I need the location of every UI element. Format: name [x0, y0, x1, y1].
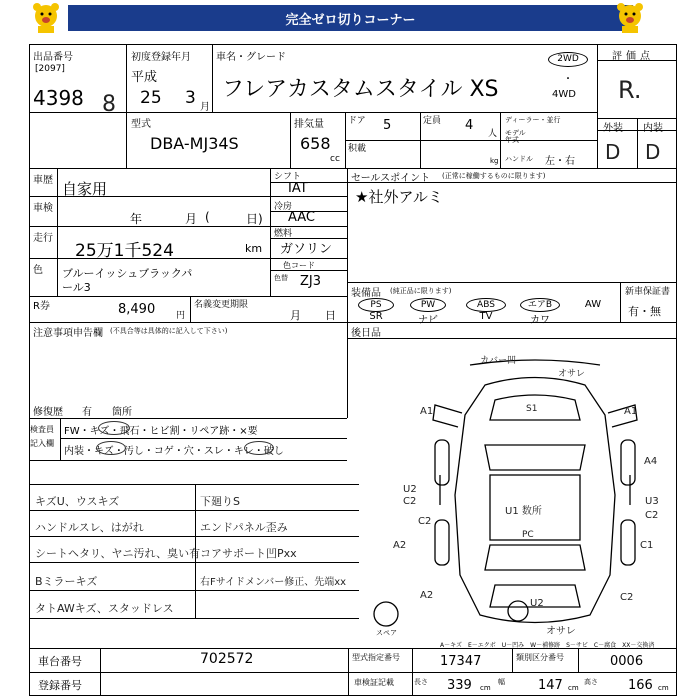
color-change-label: 色替: [274, 274, 288, 282]
equip-ps: PS: [358, 298, 394, 312]
score-value: R.: [618, 76, 642, 104]
model-type-no-label: 型式指定番号: [352, 653, 400, 662]
sales-point-value: ★社外アルミ: [355, 188, 443, 206]
car-name: フレアカスタムスタイル XS: [222, 77, 499, 102]
aircon-value: AAC: [288, 210, 315, 225]
inspection-day: 日): [246, 212, 263, 226]
equip-navi: ナビ: [418, 315, 438, 326]
check-label-2: 記入欄: [30, 439, 54, 448]
note-left-1: キズU、ウスキズ: [35, 495, 120, 508]
capacity-value: 4: [465, 118, 474, 133]
shift-label: シフト: [274, 172, 302, 182]
equip-abs: ABS: [466, 298, 506, 312]
notes-sub: (不具合等は具体的に記入して下さい): [110, 327, 228, 335]
interior-label: 内装: [643, 123, 663, 134]
doors-value: 5: [383, 118, 392, 133]
new-warranty-label: 新車保証書: [625, 287, 671, 297]
mascot-icon-left: [28, 2, 64, 34]
car-type-label: 車歴: [33, 175, 53, 186]
diagram-mark-a1-right: A1: [624, 406, 638, 417]
displacement-label: 排気量: [294, 119, 324, 130]
dims-height-unit: cm: [658, 684, 669, 692]
tax-day: 日: [325, 309, 336, 322]
diagram-mark-u3: U3: [645, 496, 659, 507]
dims-length: 339: [447, 678, 472, 693]
first-reg-era: 平成: [131, 70, 158, 85]
notes-label: 注意事項申告欄: [33, 328, 103, 339]
recycle-label: R券: [33, 301, 50, 312]
note-left-5: タトAWキズ、スタッドレス: [35, 602, 174, 615]
spare-tire-icon: [370, 598, 402, 630]
wd-separator: ・: [563, 74, 573, 85]
note-right-3: コアサポート凹Pxx: [200, 547, 297, 560]
diagram-mark-a2-left: A2: [393, 540, 407, 551]
diagram-mark-c2-bottom: C2: [620, 592, 634, 603]
rear-items-label: 後日品: [351, 328, 381, 339]
diagram-mark-c2-right: C2: [645, 510, 659, 521]
note-left-2: ハンドルスレ、はがれ: [35, 521, 144, 534]
first-reg-month: 3: [185, 88, 196, 108]
check-row2: 内装・キズ・汚し・コゲ・穴・スレ・キレ・破し: [64, 446, 284, 457]
load-unit: kg: [490, 157, 499, 165]
lot-handwritten-mark: 8: [102, 92, 116, 117]
inspection-year: 年: [130, 212, 143, 226]
capacity-label: 定員: [423, 116, 442, 126]
equip-airbag: エアB: [520, 298, 560, 312]
mileage-unit: km: [245, 242, 263, 255]
first-reg-year: 25: [140, 88, 162, 108]
equipment-label: 装備品: [351, 288, 381, 299]
tax-label: 名義変更期限: [194, 300, 249, 310]
dims-length-label: 長さ: [414, 678, 428, 686]
equip-sr: SR: [369, 311, 383, 322]
displacement-unit: cc: [330, 154, 340, 164]
inspection-paren: (: [205, 210, 210, 224]
chassis-value: 702572: [200, 651, 254, 667]
equipment-sub: (純正品に限ります): [390, 287, 452, 295]
model-year-label: モデル年式: [505, 129, 526, 144]
lot-number: 4398: [33, 86, 84, 110]
first-reg-label: 初度登録年月: [131, 52, 191, 63]
note-right-2: エンドパネル歪み: [200, 521, 288, 534]
color-code: ZJ3: [300, 274, 322, 289]
dims-width-label: 幅: [498, 678, 505, 686]
score-label: 評価点: [612, 51, 654, 62]
lot-label: 出品番号: [33, 52, 73, 63]
repair-value: 有: [82, 407, 92, 418]
equip-leather: カワ: [530, 315, 550, 326]
note-right-4: 右Fサイドメンバー修正、先端xx: [200, 577, 347, 588]
diagram-mark-c1: C1: [640, 540, 654, 551]
recycle-unit: 円: [176, 311, 186, 321]
diagram-mark-s1: S1: [526, 404, 538, 414]
capacity-unit: 人: [488, 129, 498, 139]
diagram-mark-u1: U1 数所: [505, 506, 542, 517]
dims-label: 車検証記載: [354, 678, 394, 687]
chassis-label: 車台番号: [38, 655, 82, 668]
class-no-label: 類別区分番号: [516, 653, 564, 662]
registration-label: 登録番号: [38, 679, 82, 692]
model-value: DBA-MJ34S: [150, 134, 239, 153]
tax-month: 月: [290, 309, 301, 322]
car-type-value: 自家用: [62, 180, 108, 198]
mileage-value: 25万1千524: [75, 241, 174, 261]
lot-code: [2097]: [35, 64, 65, 74]
note-left-3: シートヘタリ、ヤニ汚れ、臭い有: [35, 547, 201, 560]
banner-title: 完全ゼロ切りコーナー: [285, 13, 416, 28]
first-reg-month-unit: 月: [200, 102, 210, 113]
inspection-month: 月: [185, 212, 198, 226]
model-label: 型式: [131, 119, 151, 130]
dealer-label: ディーラー・並行: [505, 116, 561, 124]
sales-point-sub: (正常に稼働するものに限ります): [442, 172, 546, 180]
spare-label: スペア: [376, 629, 397, 637]
diagram-mark-u2-bottom: U2: [530, 598, 544, 609]
diagram-mark-a1-left: A1: [420, 406, 434, 417]
fuel-value: ガソリン: [280, 242, 333, 257]
equip-pw: PW: [410, 298, 446, 312]
color-code-label: 色コード: [283, 261, 315, 270]
dims-length-unit: cm: [480, 684, 491, 692]
recycle-value: 8,490: [118, 302, 156, 317]
class-no-value: 0006: [610, 654, 644, 669]
name-label: 車名・グレード: [216, 52, 286, 63]
two-wd-badge: 2WD: [548, 52, 588, 67]
exterior-label: 外装: [603, 123, 623, 134]
dims-width: 147: [538, 678, 563, 693]
diagram-mark-top2: オサレ: [558, 369, 585, 379]
shift-value: IAT: [288, 181, 308, 196]
mascot-icon-right: [612, 2, 648, 34]
diagram-mark-pc: PC: [522, 530, 534, 540]
dims-height-label: 高さ: [584, 678, 598, 686]
dims-height: 166: [628, 678, 653, 693]
color-value-1: ブルーイッシュブラックパ: [62, 267, 193, 280]
note-right-1: 下廻りS: [200, 495, 240, 508]
dims-width-unit: cm: [568, 684, 579, 692]
diagram-mark-c2-left: C2: [403, 496, 417, 507]
equip-aw: AW: [584, 299, 602, 310]
color-value-2: ール3: [62, 281, 91, 294]
check-row1: FW・キズ・飛石・ヒビ割・リペア跡・×要: [64, 426, 258, 437]
diagram-mark-bottom: オサレ: [546, 626, 576, 637]
diagram-mark-u2-left: U2: [403, 484, 417, 495]
inspection-label: 車検: [33, 203, 53, 214]
diagram-mark-a4: A4: [644, 456, 658, 467]
handle-value: 左・右: [545, 156, 575, 167]
mileage-label: 走行: [33, 233, 53, 244]
repair-places: 箇所: [112, 407, 132, 418]
aircon-label: 冷房: [274, 202, 293, 212]
exterior-score: D: [605, 140, 621, 164]
diagram-mark-a2-bottom: A2: [420, 590, 434, 601]
color-label: 色: [33, 265, 43, 276]
doors-label: ドア: [348, 116, 366, 126]
model-type-no-value: 17347: [440, 654, 482, 669]
sales-point-label: セールスポイント: [351, 173, 431, 184]
repair-label: 修復歴: [33, 407, 63, 418]
note-left-4: Bミラーキズ: [35, 575, 98, 588]
four-wd-label: 4WD: [552, 89, 576, 100]
fuel-label: 燃料: [274, 229, 293, 239]
equip-tv: TV: [479, 311, 493, 322]
interior-score: D: [645, 140, 661, 164]
diagram-mark-c2-mid: C2: [418, 516, 432, 527]
displacement-value: 658: [300, 134, 331, 153]
damage-legend: A－キズ E－エクボ U－凹み W－補修跡 S－サビ C－腐食 XX－交換済: [440, 642, 655, 649]
new-warranty-value: 有・無: [628, 305, 661, 318]
diagram-mark-top1: カバー凹: [480, 356, 517, 366]
handle-label: ハンドル: [505, 155, 533, 163]
check-label-1: 検査員: [30, 425, 54, 434]
load-label: 积載: [348, 144, 367, 154]
